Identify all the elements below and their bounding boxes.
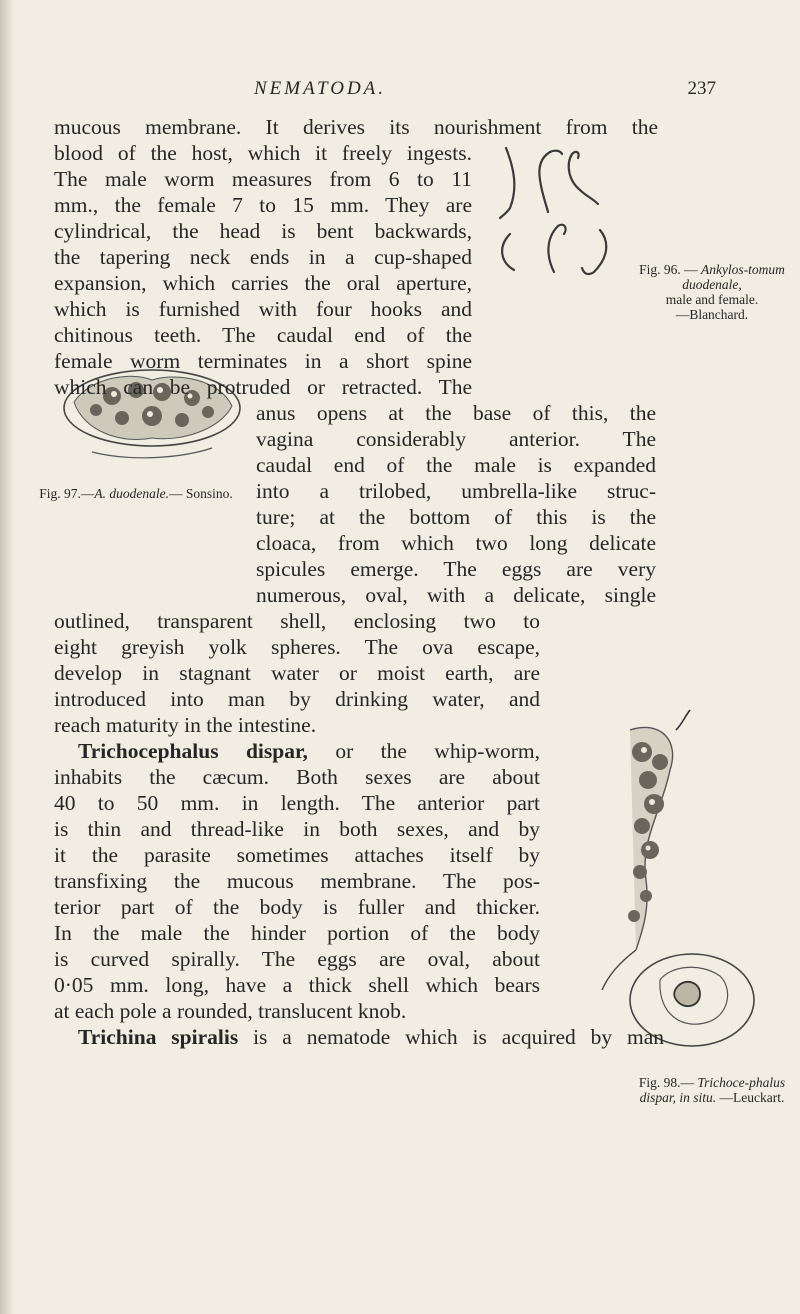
text-line: which can be protruded or retracted. The xyxy=(54,375,472,399)
text-line: 0·05 mm. long, have a thick shell which bears xyxy=(54,973,540,997)
text-line: expansion, which carries the oral aperture, xyxy=(54,271,472,295)
text-line: cylindrical, the head is bent backwards, xyxy=(54,219,472,243)
figure-96-caption xyxy=(632,262,792,322)
text-line: inhabits the cæcum. Both sexes are about xyxy=(54,765,540,789)
text-line: numerous, oval, with a delicate, single xyxy=(256,583,656,607)
figure-97-label: Fig. 97.— xyxy=(39,486,95,501)
text-line-trichina xyxy=(78,1024,664,1051)
text-line: it the parasite sometimes attaches itself by xyxy=(54,843,540,867)
figure-96-note: male and female. xyxy=(665,292,759,307)
page-number: 237 xyxy=(687,78,716,99)
running-head xyxy=(0,78,800,108)
text-line: blood of the host, which it freely ingests. xyxy=(54,141,472,165)
text-line: transfixing the mucous membrane. The pos- xyxy=(54,869,540,893)
term-trichocephalus: Trichocephalus dispar, xyxy=(78,739,308,763)
text-line: develop in stagnant water or moist earth, are xyxy=(54,661,540,685)
figure-98-label: Fig. 98.— xyxy=(638,1075,694,1090)
figure-98-illustration xyxy=(550,700,760,1060)
text-line: introduced into man by drinking water, and xyxy=(54,687,540,711)
text-line: 40 to 50 mm. in length. The anterior part xyxy=(54,791,540,815)
text-line: mm., the female 7 to 15 mm. They are xyxy=(54,193,472,217)
text-line: ture; at the bottom of this is the xyxy=(256,505,656,529)
text-line: reach maturity in the intestine. xyxy=(54,713,317,737)
text-line: anus opens at the base of this, the xyxy=(256,401,656,425)
text-line: In the male the hinder portion of the body xyxy=(54,921,540,945)
term-trichina: Trichina spiralis xyxy=(78,1025,239,1049)
text-line: spicules emerge. The eggs are very xyxy=(256,557,656,581)
text-line: vagina considerably anterior. The xyxy=(256,427,656,451)
text-line-rest: is a nematode which is acquired by man xyxy=(238,1025,664,1049)
text-line: is thin and thread-like in both sexes, and by xyxy=(54,817,540,841)
figure-98-caption xyxy=(632,1075,792,1105)
page-edge-shadow xyxy=(0,0,14,1314)
text-line: terior part of the body is fuller and thicker. xyxy=(54,895,540,919)
figure-96-credit: —Blanchard. xyxy=(675,307,749,322)
text-line: at each pole a rounded, translucent knob. xyxy=(54,999,407,1023)
text-line-whipworm xyxy=(78,738,540,765)
text-line: outlined, transparent shell, enclosing two to xyxy=(54,609,540,633)
text-line-rest: or the whip-worm, xyxy=(307,739,540,763)
text-line: into a trilobed, umbrella-like struc- xyxy=(256,479,656,503)
text-line: which is furnished with four hooks and xyxy=(54,297,472,321)
running-title: NEMATODA. xyxy=(254,78,387,99)
text-line: is curved spirally. The eggs are oval, about xyxy=(54,947,540,971)
figure-97-name: A. duodenale. xyxy=(94,486,169,501)
figure-98-name: Trichoce-phalus dispar, in situ. xyxy=(639,1075,786,1105)
figure-96-label: Fig. 96. — xyxy=(639,262,698,277)
text-line: chitinous teeth. The caudal end of the xyxy=(54,323,472,347)
text-line: caudal end of the male is expanded xyxy=(256,453,656,477)
text-line: The male worm measures from 6 to 11 xyxy=(54,167,472,191)
text-line: eight greyish yolk spheres. The ova escape, xyxy=(54,635,540,659)
text-line: the tapering neck ends in a cup-shaped xyxy=(54,245,472,269)
figure-98-credit: —Leuckart. xyxy=(719,1090,785,1105)
text-line: mucous membrane. It derives its nourishment from the xyxy=(54,115,658,139)
figure-96-name: Ankylos-tomum duodenale, xyxy=(682,262,785,292)
text-line: female worm terminates in a short spine xyxy=(54,349,472,373)
text-line: cloaca, from which two long delicate xyxy=(256,531,656,555)
figure-96-illustration xyxy=(488,138,638,276)
figure-97-credit: — Sonsino. xyxy=(168,486,233,501)
figure-97-caption xyxy=(36,486,236,501)
